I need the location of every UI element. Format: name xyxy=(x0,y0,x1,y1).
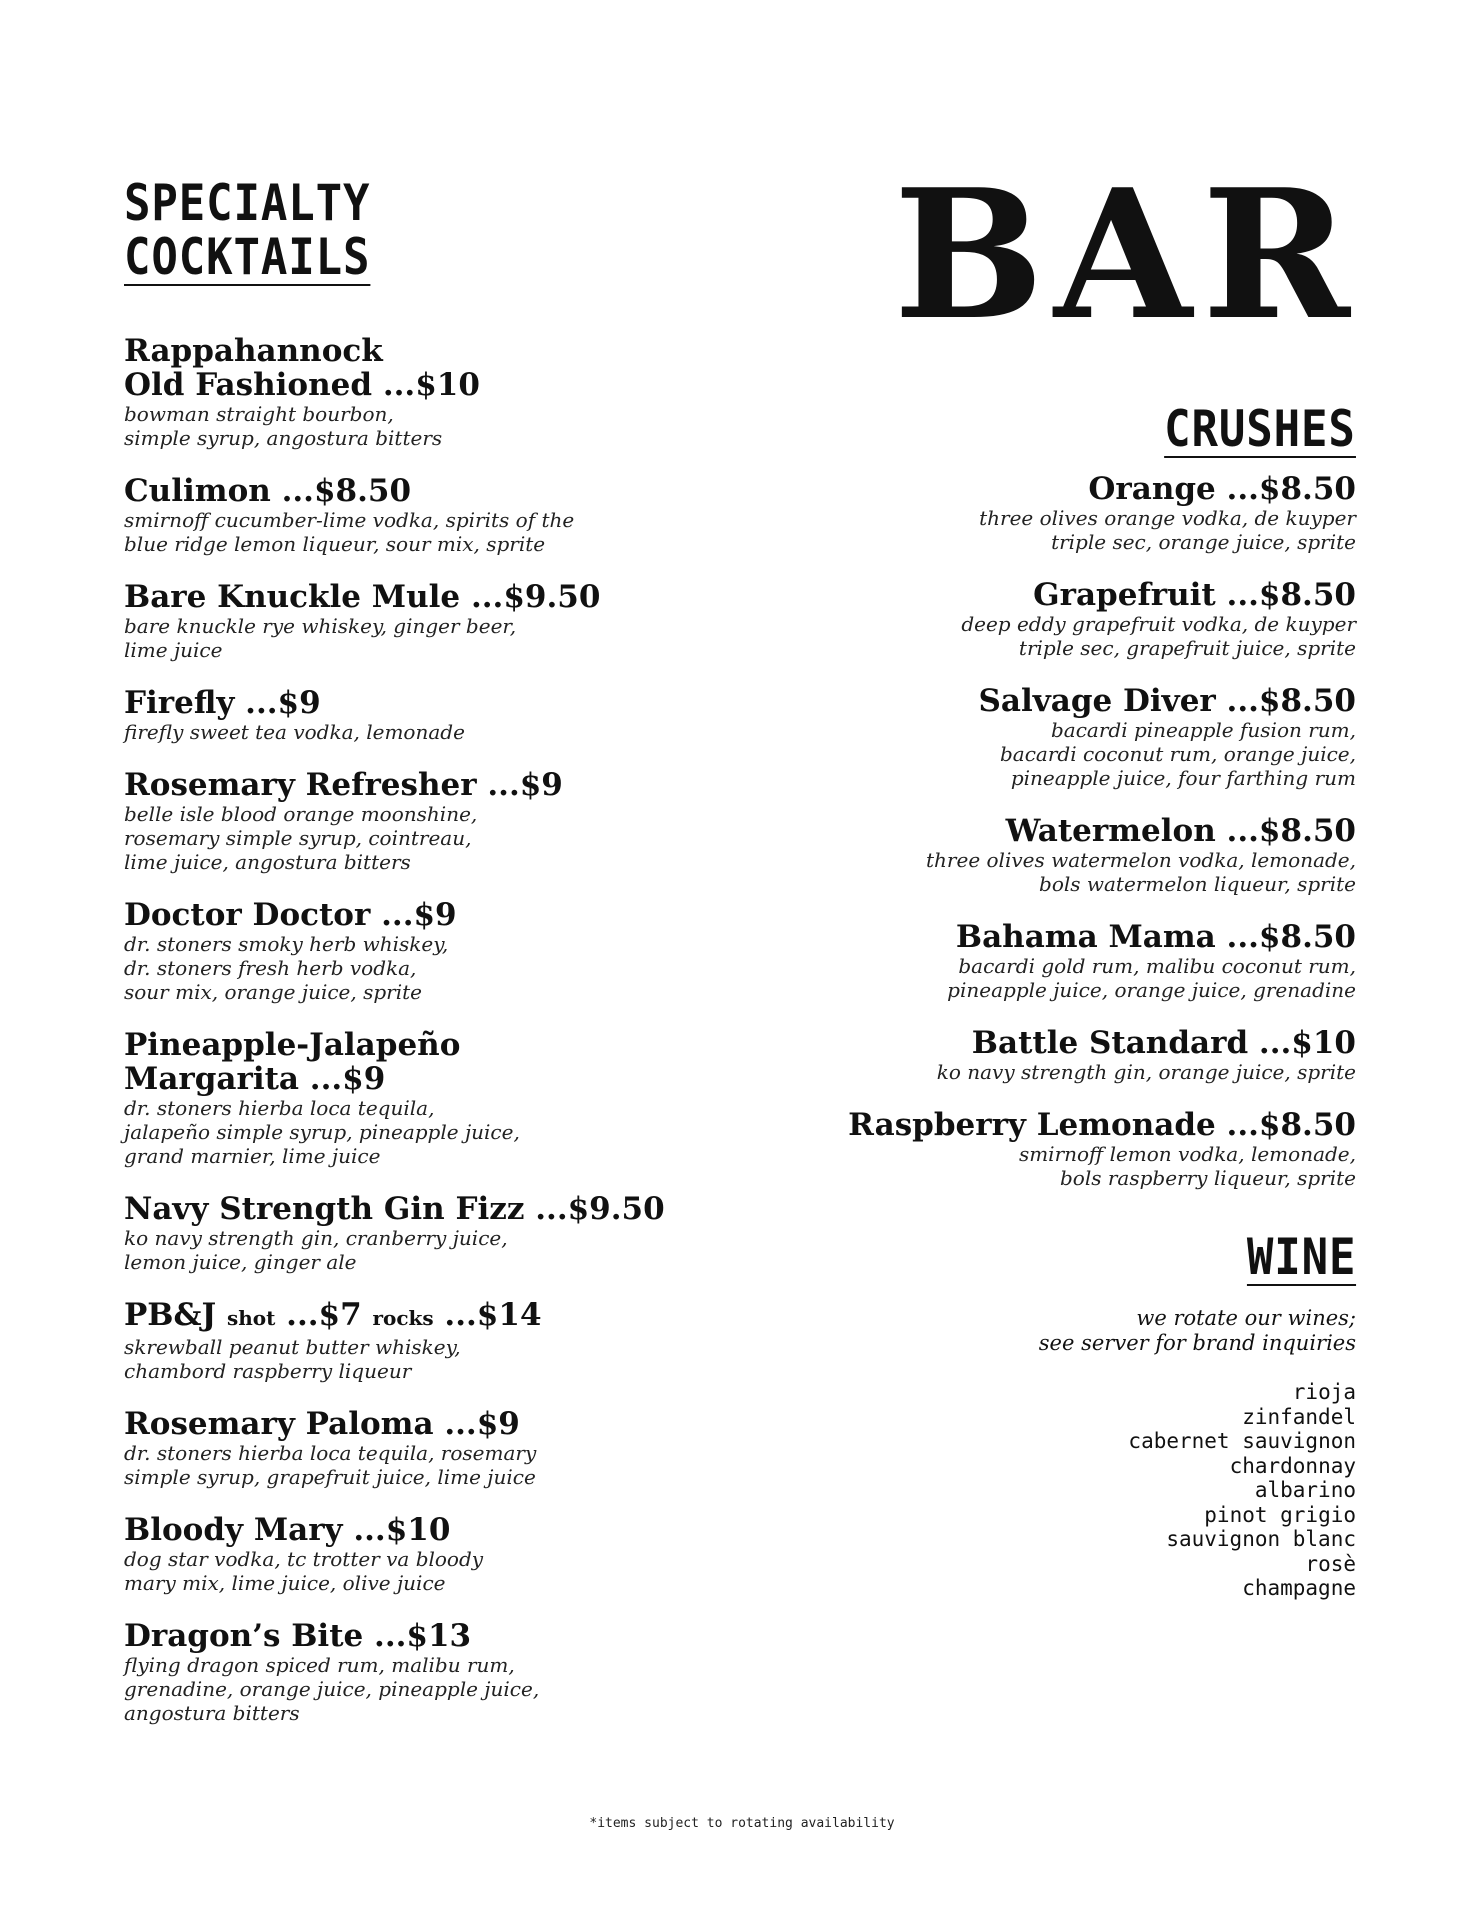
menu-item xyxy=(656,684,1356,790)
menu-item-name xyxy=(124,1513,744,1547)
menu-item-description: dog star vodka, tc trotter va bloody xyxy=(124,1547,484,1571)
menu-item-name-line: Battle Standard ...$10 xyxy=(971,1025,1356,1061)
menu-item xyxy=(124,1192,744,1274)
menu-item xyxy=(124,580,744,662)
menu-item-name xyxy=(124,334,744,402)
menu-item-name xyxy=(124,1192,744,1226)
menu-item-description: three olives orange vodka, de kuyper xyxy=(979,506,1356,530)
menu-item-description: grand marnier, lime juice xyxy=(124,1144,381,1168)
menu-item-name xyxy=(656,1108,1356,1142)
pbj-name-part: shot xyxy=(226,1306,276,1330)
menu-item-description: ko navy strength gin, orange juice, sprite xyxy=(936,1060,1356,1084)
menu-item xyxy=(656,1108,1356,1190)
menu-item-name xyxy=(124,1407,744,1441)
menu-item-description: angostura bitters xyxy=(124,1701,300,1725)
menu-item-name xyxy=(124,1619,744,1653)
menu-item-description: firefly sweet tea vodka, lemonade xyxy=(124,720,465,744)
menu-item-name-line: Salvage Diver ...$8.50 xyxy=(978,683,1356,719)
menu-item-name-line: Pineapple-Jalapeño xyxy=(124,1027,461,1063)
wine-note-line: we rotate our wines; xyxy=(1136,1306,1356,1330)
menu-item-name-line: Rosemary Refresher ...$9 xyxy=(124,767,563,803)
wine-list-item: chardonnay xyxy=(1229,1453,1356,1478)
menu-item-description: chambord raspberry liqueur xyxy=(124,1359,412,1383)
menu-item-name-line: Navy Strength Gin Fizz ...$9.50 xyxy=(124,1191,665,1227)
menu-item-name-line: Raspberry Lemonade ...$8.50 xyxy=(848,1107,1356,1143)
bar-title: BAR xyxy=(893,150,1360,359)
right-column xyxy=(656,150,1360,1601)
crushes-section xyxy=(656,402,1356,1190)
menu-item-description: pineapple juice, orange juice, grenadine xyxy=(947,978,1356,1002)
pbj-name-part: PB&J xyxy=(124,1297,227,1333)
menu-item-description: simple syrup, grapefruit juice, lime juice xyxy=(124,1465,536,1489)
wine-list-item: champagne xyxy=(1242,1576,1356,1600)
crushes-list xyxy=(656,472,1356,1190)
menu-item-description: bacardi gold rum, malibu coconut rum, xyxy=(958,954,1356,978)
menu-item-description: smirnoff lemon vodka, lemonade, xyxy=(1018,1142,1356,1166)
menu-item xyxy=(656,1026,1356,1084)
menu-item xyxy=(124,686,744,744)
availability-footnote: *items subject to rotating availability xyxy=(589,1816,895,1831)
wine-list xyxy=(656,1380,1356,1601)
menu-item-description: smirnoff cucumber-lime vodka, spirits of the xyxy=(124,508,575,532)
menu-item-name xyxy=(124,768,744,802)
pbj-name-part: ...$14 xyxy=(433,1297,542,1333)
heading-line: COCKTAILS xyxy=(124,228,371,286)
menu-item-description: sour mix, orange juice, sprite xyxy=(124,980,422,1004)
menu-item xyxy=(124,898,744,1004)
menu-item-description: three olives watermelon vodka, lemonade, xyxy=(926,848,1356,872)
menu-item-description: bacardi coconut rum, orange juice, xyxy=(999,742,1356,766)
menu-item-description: dr. stoners smoky herb whiskey, xyxy=(124,932,449,956)
menu-item xyxy=(124,1298,744,1383)
menu-item xyxy=(656,472,1356,554)
menu-item-name-line: Dragon’s Bite ...$13 xyxy=(124,1618,472,1654)
menu-item-description: deep eddy grapefruit vodka, de kuyper xyxy=(961,612,1356,636)
menu-item-description: triple sec, grapefruit juice, sprite xyxy=(1018,636,1356,660)
menu-item-name xyxy=(656,920,1356,954)
menu-item-name xyxy=(656,684,1356,718)
wine-heading: WINE xyxy=(1246,1228,1356,1286)
menu-item-name-line: Orange ...$8.50 xyxy=(1088,471,1356,507)
wine-note-line: see server for brand inquiries xyxy=(1038,1331,1356,1355)
menu-item-description: dr. stoners fresh herb vodka, xyxy=(124,956,417,980)
menu-item xyxy=(124,474,744,556)
specialty-cocktails-list xyxy=(124,334,744,1725)
menu-item-description: ko navy strength gin, cranberry juice, xyxy=(124,1226,508,1250)
menu-item xyxy=(656,578,1356,660)
pbj-name-part: ...$7 xyxy=(275,1297,373,1333)
specialty-cocktails-heading xyxy=(124,176,370,286)
menu-item-description: triple sec, orange juice, sprite xyxy=(1051,530,1356,554)
menu-item-name-line: Bloody Mary ...$10 xyxy=(124,1512,451,1548)
menu-item xyxy=(124,1407,744,1489)
menu-item-name-line: Culimon ...$8.50 xyxy=(124,473,412,509)
menu-item-description: dr. stoners hierba loca tequila, rosemary xyxy=(124,1441,537,1465)
menu-item-description: belle isle blood orange moonshine, xyxy=(124,802,478,826)
menu-item-name-line: Bare Knuckle Mule ...$9.50 xyxy=(124,579,601,615)
menu-item-description: bacardi pineapple fusion rum, xyxy=(1051,718,1356,742)
menu-item-description: lemon juice, ginger ale xyxy=(124,1250,357,1274)
specialty-cocktails-column xyxy=(124,176,744,1749)
wine-list-item: rioja xyxy=(1292,1380,1356,1404)
menu-item-description: mary mix, lime juice, olive juice xyxy=(124,1571,446,1595)
wine-note xyxy=(656,1306,1356,1356)
heading-line: SPECIALTY xyxy=(124,174,371,232)
menu-item-name-line: Firefly ...$9 xyxy=(124,685,321,721)
menu-item-description: dr. stoners hierba loca tequila, xyxy=(124,1096,435,1120)
menu-item-description: bols watermelon liqueur, sprite xyxy=(1039,872,1356,896)
menu-item-name xyxy=(124,474,744,508)
menu-item-name xyxy=(124,686,744,720)
wine-list-item: pinot grigio xyxy=(1204,1502,1356,1527)
wine-list-item: sauvignon blanc xyxy=(1166,1527,1356,1551)
wine-list-item: zinfandel xyxy=(1242,1404,1356,1429)
menu-item-description: blue ridge lemon liqueur, sour mix, sprite xyxy=(124,532,546,556)
menu-item-description: skrewball peanut butter whiskey, xyxy=(124,1335,461,1359)
menu-item-name-line: Rosemary Paloma ...$9 xyxy=(124,1406,520,1442)
crushes-heading: CRUSHES xyxy=(1164,400,1356,458)
menu-item-description: rosemary simple syrup, cointreau, xyxy=(124,826,472,850)
wine-list-item: rosè xyxy=(1305,1551,1356,1576)
menu-item-name-line: Watermelon ...$8.50 xyxy=(1005,813,1356,849)
menu-item-name-line: Grapefruit ...$8.50 xyxy=(1033,577,1356,613)
menu-item-name-line: Margarita ...$9 xyxy=(124,1061,386,1097)
menu-item-description: bare knuckle rye whiskey, ginger beer, xyxy=(124,614,517,638)
menu-item-description: bowman straight bourbon, xyxy=(124,402,394,426)
menu-item-name-line: Old Fashioned ...$10 xyxy=(124,367,480,403)
menu-item-description: lime juice, angostura bitters xyxy=(124,850,411,874)
menu-item xyxy=(656,814,1356,896)
menu-item-name xyxy=(124,1028,744,1096)
menu-item-name-line: Bahama Mama ...$8.50 xyxy=(955,919,1356,955)
menu-item-name xyxy=(656,1026,1356,1060)
wine-section xyxy=(656,1230,1356,1601)
menu-item-name xyxy=(124,898,744,932)
menu-item xyxy=(124,1028,744,1168)
menu-item-description: bols raspberry liqueur, sprite xyxy=(1060,1166,1356,1190)
wine-list-item: albarino xyxy=(1254,1478,1356,1502)
menu-item-description: simple syrup, angostura bitters xyxy=(124,426,443,450)
pbj-name-part: rocks xyxy=(372,1306,434,1330)
menu-item xyxy=(124,1619,744,1725)
menu-item xyxy=(124,334,744,450)
menu-item-description: jalapeño simple syrup, pineapple juice, xyxy=(124,1120,520,1144)
menu-item-name xyxy=(656,472,1356,506)
menu-item-description: grenadine, orange juice, pineapple juice, xyxy=(124,1677,540,1701)
menu-item xyxy=(124,768,744,874)
menu-item xyxy=(124,1513,744,1595)
menu-item-name-line: Rappahannock xyxy=(124,333,383,369)
wine-list-item: cabernet sauvignon xyxy=(1128,1429,1356,1453)
menu-item-name xyxy=(656,578,1356,612)
menu-item-name xyxy=(656,814,1356,848)
menu-item-description: flying dragon spiced rum, malibu rum, xyxy=(124,1653,515,1677)
menu-item-name-line: Doctor Doctor ...$9 xyxy=(124,897,457,933)
menu-item-description: lime juice xyxy=(124,638,223,662)
menu-item-description: pineapple juice, four farthing rum xyxy=(1010,766,1356,790)
menu-item-name xyxy=(124,1298,744,1335)
menu-item xyxy=(656,920,1356,1002)
menu-item-name xyxy=(124,580,744,614)
